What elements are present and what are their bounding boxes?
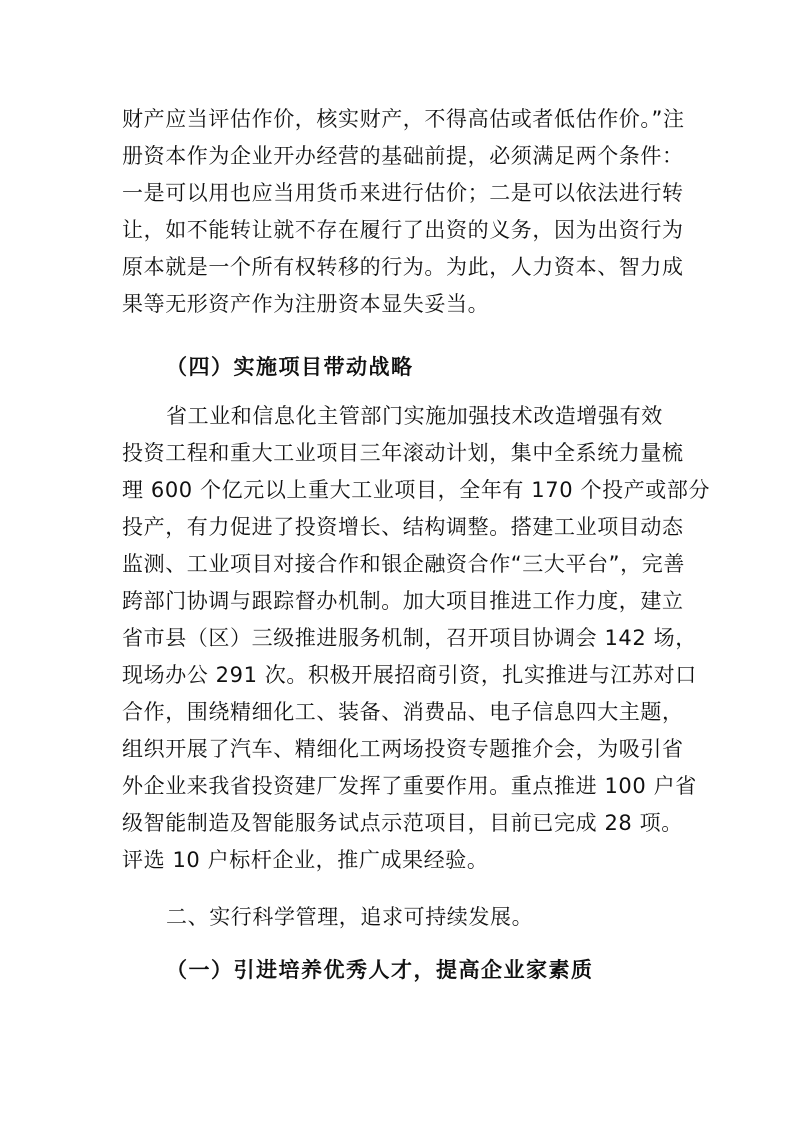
- text-line: 合作，围绕精细化工、装备、消费品、电子信息四大主题，: [122, 700, 684, 724]
- text-line: 评选 10 户标杆企业，推广成果经验。: [122, 848, 489, 872]
- text-line: 让，如不能转让就不存在履行了出资的义务，因为出资行为: [122, 218, 684, 242]
- text-line: 省工业和信息化主管部门实施加强技术改造增强有效: [166, 404, 663, 428]
- text-line: 跨部门协调与跟踪督办机制。加大项目推进工作力度，建立: [122, 589, 684, 613]
- section-heading: （四）实施项目带动战略: [166, 354, 414, 379]
- text-line: 理 600 个亿元以上重大工业项目，全年有 170 个投产或部分: [122, 478, 711, 502]
- text-line: 监测、工业项目对接合作和银企融资合作“三大平台”，完善: [122, 552, 685, 576]
- text-line: 一是可以用也应当用货币来进行估价；二是可以依法进行转: [122, 181, 684, 205]
- section-title: 二、实行科学管理，追求可持续发展。: [166, 905, 534, 929]
- text-line: 投资工程和重大工业项目三年滚动计划，集中全系统力量梳: [122, 441, 684, 465]
- text-line: 外企业来我省投资建厂发挥了重要作用。重点推进 100 户省: [122, 774, 697, 798]
- text-line: 省市县（区）三级推进服务机制，召开项目协调会 142 场，: [122, 626, 697, 650]
- text-line: 组织开展了汽车、精细化工两场投资专题推介会，为吸引省: [122, 737, 684, 761]
- text-line: 财产应当评估作价，核实财产，不得高估或者低估作价。”注: [122, 107, 685, 131]
- text-line: 现场办公 291 次。积极开展招商引资，扎实推进与江苏对口: [122, 663, 697, 687]
- text-line: 原本就是一个所有权转移的行为。为此，人力资本、智力成: [122, 255, 684, 279]
- text-line: 果等无形资产作为注册资本显失妥当。: [122, 292, 490, 316]
- section-heading: （一）引进培养优秀人才，提高企业家素质: [166, 957, 594, 982]
- text-line: 投产，有力促进了投资增长、结构调整。搭建工业项目动态: [122, 515, 684, 539]
- text-line: 级智能制造及智能服务试点示范项目，目前已完成 28 项。: [122, 811, 683, 835]
- text-line: 册资本作为企业开办经营的基础前提，必须满足两个条件：: [122, 144, 684, 168]
